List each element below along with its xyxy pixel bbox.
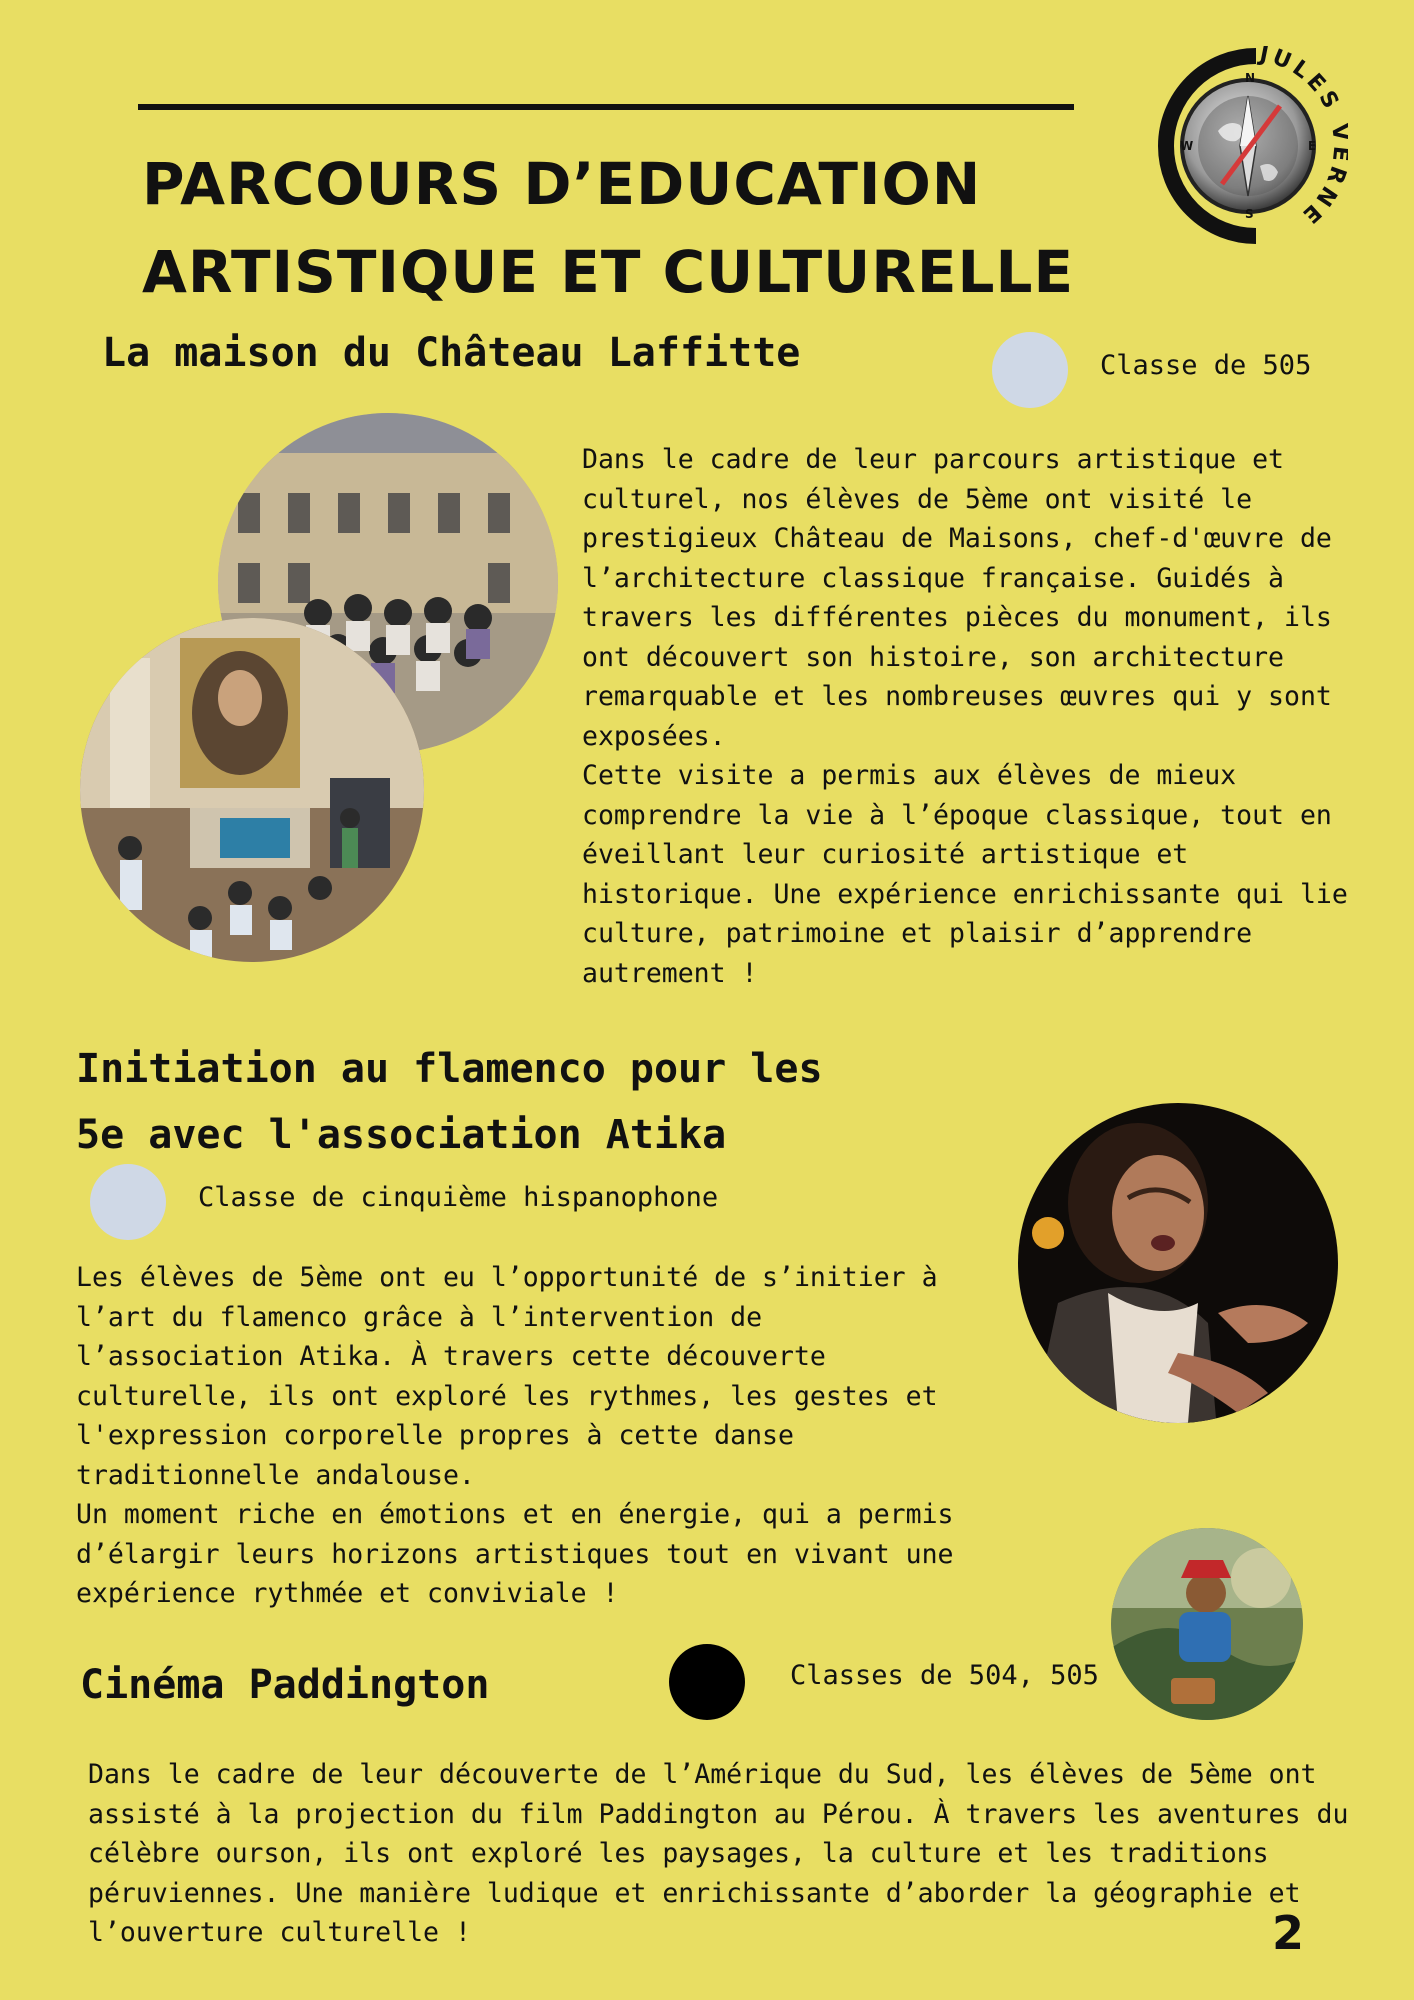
page-number: 2: [1272, 1906, 1305, 1960]
section1-class-label: Classe de 505: [1100, 350, 1312, 381]
school-logo: [1148, 46, 1348, 246]
section2-title-line1: Initiation au flamenco pour les: [76, 1046, 823, 1092]
section2-class-label: Classe de cinquième hispanophone: [198, 1182, 719, 1213]
section1-title: La maison du Château Laffitte: [102, 330, 801, 376]
section2-body: Les élèves de 5ème ont eu l’opportunité de s’initier à l’art du flamenco grâce à l’intervention de l’association Atika. À travers cette découverte culturelle, ils ont exploré les rythmes, les gestes et l'expression corporelle propres à cette danse traditionnelle andalouse. Un moment riche en émotions et en énergie, qui a permis d’élargir leurs horizons artistiques tout en vivant une expérience rythmée et conviviale !: [76, 1262, 954, 1609]
section2-title-line2: 5e avec l'association Atika: [76, 1112, 727, 1158]
section2-dot: [90, 1164, 166, 1240]
flamenco-singer-photo: [1018, 1103, 1338, 1423]
page-title: [142, 140, 1132, 316]
section2-title: [76, 1036, 823, 1168]
logo-text: JULES RNE: [1257, 46, 1348, 231]
page-title-line2: ARTISTIQUE ET CULTURELLE: [142, 238, 1075, 306]
section3-dot: [669, 1644, 745, 1720]
paddington-poster-photo: [1111, 1528, 1303, 1720]
header-rule: [138, 104, 1074, 110]
section3-body: Dans le cadre de leur découverte de l’Amérique du Sud, les élèves de 5ème ont assisté à la projection du film Paddington au Pérou. À travers les aventures du célèbre ourson, ils ont exploré les paysages, la culture et les traditions péruviennes. Une manière ludique et enrichissante d’aborder la géographie et l’ouverture culturelle !: [88, 1759, 1349, 1948]
svg-text:N: N: [1245, 71, 1256, 85]
section3-class-label: Classes de 504, 505: [790, 1660, 1099, 1691]
svg-text:S: S: [1245, 207, 1254, 221]
chateau-interior-photo: [80, 618, 424, 962]
svg-text:E: E: [1308, 139, 1317, 153]
section3-title: Cinéma Paddington: [80, 1662, 490, 1708]
section1-body: Dans le cadre de leur parcours artistique et culturel, nos élèves de 5ème ont visité le prestigieux Château de Maisons, chef-d'œuvre de l’architecture classique française. Guidés à travers les différentes pièces du monument, ils ont découvert son histoire, son architecture remarquable et les nombreuses œuvres qui y sont exposées. Cette visite a permis aux élèves de mieux comprendre la vie à l’époque classique, tout en éveillant leur curiosité artistique et historique. Une expérience enrichissante qui lie culture, patrimoine et plaisir d’apprendre autrement !: [582, 444, 1348, 989]
section1-dot: [992, 332, 1068, 408]
page-title-line1: PARCOURS D’EDUCATION: [142, 150, 982, 218]
svg-text:W: W: [1180, 139, 1194, 153]
